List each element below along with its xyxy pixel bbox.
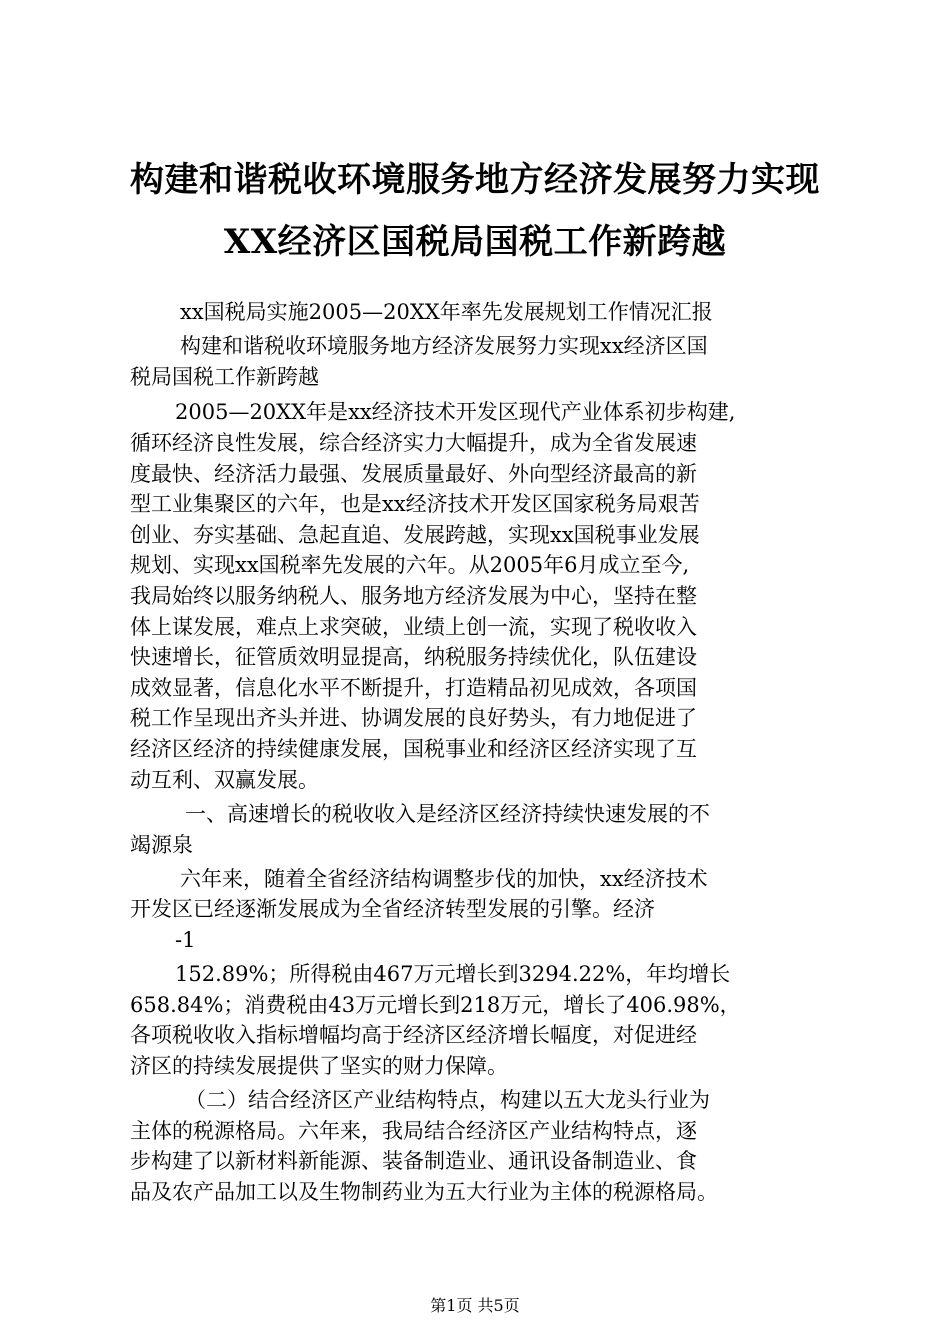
body-line: 度最快、经济活力最强、发展质量最好、外向型经济最高的新 — [130, 462, 697, 486]
body-line: 主体的税源格局。六年来，我局结合经济区产业结构特点，逐 — [130, 1119, 697, 1143]
body-line: 2005—20XX年是xx经济技术开发区现代产业体系初步构建, — [175, 400, 736, 424]
body-line: 济区的持续发展提供了坚实的财力保障。 — [130, 1054, 508, 1078]
body-line: 经济区经济的持续健康发展，国税事业和经济区经济实现了互 — [130, 737, 697, 761]
section-heading-line: 竭源泉 — [130, 833, 193, 857]
body-line: 规划、实现xx国税率先发展的六年。从2005年6月成立至今, — [130, 553, 690, 577]
body-line: 152.89%；所得税由467万元增长到3294.22%，年均增长 — [175, 962, 731, 986]
body-line: 构建和谐税收环境服务地方经济发展努力实现xx经济区国 — [180, 334, 708, 358]
body-line: 六年来，随着全省经济结构调整步伐的加快，xx经济技术 — [180, 867, 708, 891]
section-heading-line: （二）结合经济区产业结构特点，构建以五大龙头行业为 — [185, 1088, 710, 1112]
body-line: 快速增长，征管质效明显提高，纳税服务持续优化，队伍建设 — [130, 645, 697, 669]
body-line: -1 — [175, 928, 196, 952]
page-footer: 第1页 共5页 — [430, 1296, 520, 1315]
body-line: 开发区已经逐渐发展成为全省经济转型发展的引擎。经济 — [130, 897, 655, 921]
body-line: 我局始终以服务纳税人、服务地方经济发展为中心，坚持在整 — [130, 584, 697, 608]
body-line: 创业、夯实基础、急起直追、发展跨越，实现xx国税事业发展 — [130, 523, 700, 547]
body-line: 动互利、双赢发展。 — [130, 768, 319, 792]
body-line: 体上谋发展，难点上求突破，业绩上创一流，实现了税收收入 — [130, 615, 697, 639]
body-line: 658.84%；消费税由43万元增长到218万元，增长了406.98%， — [130, 993, 741, 1017]
body-line: 税局国税工作新跨越 — [130, 365, 319, 389]
body-line: 品及农产品加工以及生物制药业为五大行业为主体的税源格局。 — [130, 1180, 718, 1204]
body-line: 循环经济良性发展，综合经济实力大幅提升，成为全省发展速 — [130, 431, 697, 455]
section-heading-line: 一、高速增长的税收收入是经济区经济持续快速发展的不 — [185, 802, 710, 826]
body-line: 型工业集聚区的六年，也是xx经济技术开发区国家税务局艰苦 — [130, 492, 700, 516]
document-title-line-2: XX经济区国税局国税工作新跨越 — [223, 222, 727, 262]
body-line: 税工作呈现出齐头并进、协调发展的良好势头，有力地促进了 — [130, 706, 697, 730]
body-line: 各项税收收入指标增幅均高于经济区经济增长幅度，对促进经 — [130, 1023, 697, 1047]
document-title-line-1: 构建和谐税收环境服务地方经济发展努力实现 — [130, 160, 820, 200]
body-line: 步构建了以新材料新能源、装备制造业、通讯设备制造业、食 — [130, 1149, 697, 1173]
body-line: 成效显著，信息化水平不断提升，打造精品初见成效，各项国 — [130, 676, 697, 700]
subtitle-line: xx国税局实施2005—20XX年率先发展规划工作情况汇报 — [180, 300, 713, 324]
